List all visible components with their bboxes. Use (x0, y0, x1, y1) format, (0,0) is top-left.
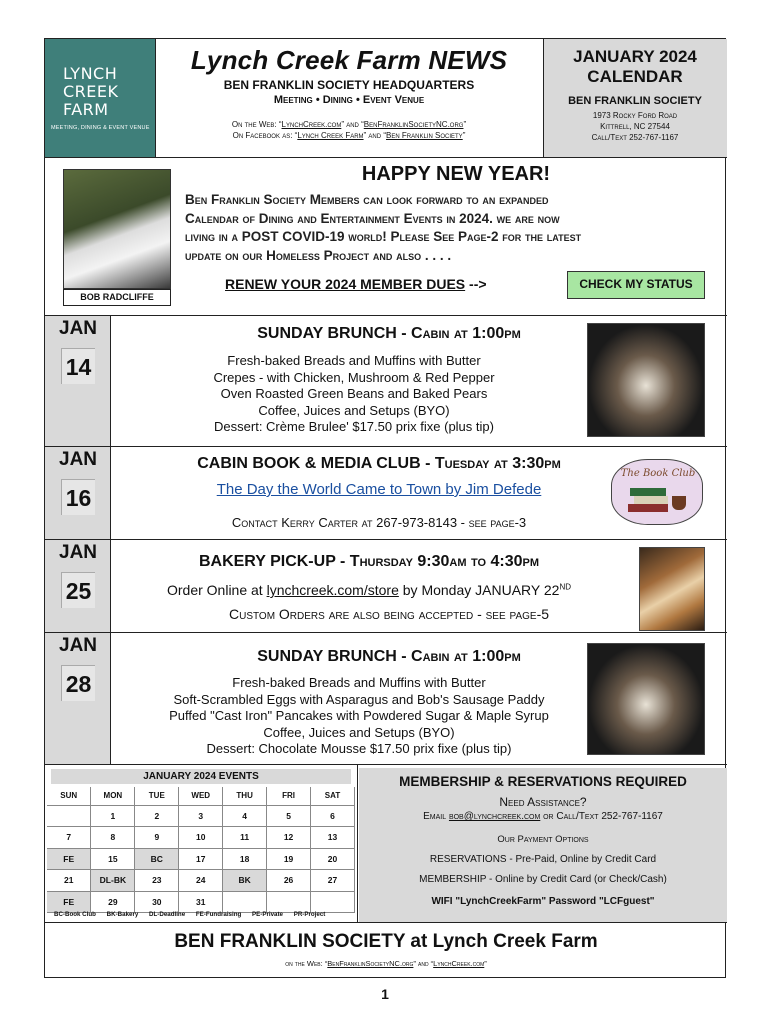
calendar-day: 27 (311, 870, 355, 892)
custom-orders-note: Custom Orders are also being accepted - see page-5 (228, 606, 550, 622)
farm-logo (45, 39, 155, 157)
calendar-day: 21 (47, 870, 91, 892)
events-calendar-grid (47, 787, 355, 913)
event-date-box (45, 540, 111, 632)
calendar-day: 19 (267, 848, 311, 870)
masthead (155, 39, 543, 157)
calendar-day: 10 (179, 827, 223, 849)
contact-line: Email bob@lynchcreek.com or Call/Text 252-767-1167 (423, 811, 663, 822)
bakery-order-line: Order Online at lynchcreek.com/store by Monday JANUARY 22ND (166, 582, 571, 598)
calendar-day: 30 (135, 891, 179, 913)
calendar-day: 13 (311, 827, 355, 849)
calendar-day: 4 (223, 805, 267, 827)
divider (155, 39, 156, 157)
divider (45, 632, 727, 633)
org-name: BEN FRANKLIN SOCIETY (568, 95, 702, 107)
event-day: 25 (61, 572, 95, 608)
divider (45, 157, 727, 158)
calendar-day: 31 (179, 891, 223, 913)
logo-tagline: MEETING, DINING & EVENT VENUE (51, 125, 150, 131)
renew-dues-link[interactable]: RENEW YOUR 2024 MEMBER DUES --> (225, 276, 487, 292)
calendar-day: 26 (267, 870, 311, 892)
calendar-title: JANUARY 2024 CALENDAR (573, 47, 697, 86)
membership-box (359, 768, 727, 922)
new-year-message: Ben Franklin Society Members can look forward to an expanded Calendar of Dining and Entertainment Events in 2024. we are now living in a POST COVID-19 world! Please See Page-2 for the latest update on our Homeless Project and also . . . . (185, 192, 582, 263)
divider (45, 539, 727, 540)
book-club-image: The Book Club (611, 459, 703, 525)
wifi-info: WIFI "LynchCreekFarm" Password "LCFguest" (431, 896, 655, 907)
calendar-event-day: FE (47, 848, 91, 870)
event-month: JAN (59, 318, 98, 339)
email-link[interactable]: bob@lynchcreek.com (448, 811, 541, 822)
weekday-header: FRI (267, 787, 311, 805)
calendar-day: 11 (223, 827, 267, 849)
event-day: 28 (61, 665, 95, 701)
event-day: 16 (61, 479, 95, 515)
new-year-heading: HAPPY NEW YEAR! (361, 163, 551, 185)
membership-heading: MEMBERSHIP & RESERVATIONS REQUIRED (399, 774, 687, 789)
calendar-info-box (543, 39, 727, 157)
check-status-button[interactable]: CHECK MY STATUS (567, 271, 705, 299)
calendar-day: 29 (91, 891, 135, 913)
calendar-day (311, 891, 355, 913)
book-club-contact: Contact Kerry Carter at 267-973-8143 - see page-3 (231, 515, 527, 530)
calendar-day: 2 (135, 805, 179, 827)
calendar-legend: BC-Book Club BK-Bakery DL-Deadline FE-Fundraising PE-Private PR-Project (54, 911, 326, 918)
calendar-day: 5 (267, 805, 311, 827)
calendar-day: 6 (311, 805, 355, 827)
divider (45, 922, 727, 923)
calendar-day: 7 (47, 827, 91, 849)
calendar-event-day: BK (223, 870, 267, 892)
facebook-lynchcreek-link[interactable]: Lynch Creek Farm (297, 131, 364, 140)
event-title: BAKERY PICK-UP - Thursday 9:30am to 4:30pm (198, 553, 540, 570)
calendar-day: 12 (267, 827, 311, 849)
event-title: SUNDAY BRUNCH - Cabin at 1:00pm (257, 325, 521, 342)
event-date-box (45, 633, 111, 764)
calendar-day (267, 891, 311, 913)
calendar-event-day: FE (47, 891, 91, 913)
calendar-day: 1 (91, 805, 135, 827)
bakery-bread-photo (639, 547, 705, 631)
calendar-day: 3 (179, 805, 223, 827)
photo-caption: BOB RADCLIFFE (63, 289, 171, 306)
brunch-table-photo (587, 323, 705, 437)
weekday-header: TUE (135, 787, 179, 805)
newsletter-page (44, 38, 726, 978)
page-number: 1 (381, 986, 389, 1002)
bob-radcliffe-photo (63, 169, 171, 289)
weekday-header: WED (179, 787, 223, 805)
footer-lynchcreek-link[interactable]: LynchCreek.com (433, 959, 485, 968)
calendar-day (47, 805, 91, 827)
weekday-header: THU (223, 787, 267, 805)
reservations-line: RESERVATIONS - Pre-Paid, Online by Credit Card (429, 854, 657, 865)
weekday-header: SAT (311, 787, 355, 805)
event-title: SUNDAY BRUNCH - Cabin at 1:00pm (257, 648, 521, 665)
calendar-event-day: BC (135, 848, 179, 870)
footer-title: BEN FRANKLIN SOCIETY at Lynch Creek Farm (174, 931, 598, 952)
event-date-box (45, 316, 111, 446)
venue-line: Meeting • Dining • Event Venue (273, 94, 425, 106)
event-title: CABIN BOOK & MEDIA CLUB - Tuesday at 3:30pm (197, 455, 561, 472)
logo-line: FARM (63, 100, 109, 119)
event-month: JAN (59, 542, 98, 563)
calendar-day: 23 (135, 870, 179, 892)
events-calendar-title: JANUARY 2024 EVENTS (51, 769, 351, 784)
address: 1973 Rocky Ford Road Kittrell, NC 27544 Call/Text 252-767-1167 (591, 111, 679, 142)
divider (45, 446, 727, 447)
event-date-box (45, 447, 111, 539)
facebook-links: On Facebook as: “Lynch Creek Farm” and “Ben Franklin Society” (232, 131, 466, 140)
event-month: JAN (59, 449, 98, 470)
divider (45, 764, 727, 765)
divider (357, 764, 358, 922)
divider (543, 39, 544, 157)
lynchcreek-link[interactable]: LynchCreek.com (281, 120, 342, 129)
event-month: JAN (59, 635, 98, 656)
event-menu: Fresh-baked Breads and Muffins with Butter Crepes - with Chicken, Mushroom & Red Pepper Oven Roasted Green Beans and Baked Pears Coffee, Juices and Setups (BYO) Dessert: Crème Brulee' $17.50 prix fixe (plus tip) (213, 353, 495, 434)
store-link[interactable]: lynchcreek.com/store (266, 582, 399, 598)
weekday-header: MON (91, 787, 135, 805)
calendar-day: 9 (135, 827, 179, 849)
newsletter-title: Lynch Creek Farm NEWS (190, 45, 508, 75)
calendar-day: 17 (179, 848, 223, 870)
calendar-day: 24 (179, 870, 223, 892)
logo-line: LYNCH (63, 64, 118, 83)
facebook-benfranklin-link[interactable]: Ben Franklin Society (386, 131, 463, 140)
event-day: 14 (61, 348, 95, 384)
calendar-day: 20 (311, 848, 355, 870)
payment-options: Our Payment Options (497, 834, 589, 845)
divider (45, 315, 727, 316)
weekday-header: SUN (47, 787, 91, 805)
book-title-link[interactable]: The Day the World Came to Town by Jim Defede (216, 481, 542, 498)
footer-web-links: on the Web: “BenFranklinSocietyNC.org” and “LynchCreek.com” (285, 959, 487, 968)
footer-benfranklin-link[interactable]: BenFranklinSocietyNC.org (327, 959, 414, 968)
event-menu: Fresh-baked Breads and Muffins with Butter Soft-Scrambled Eggs with Asparagus and Bob's Sausage Paddy Puffed "Cast Iron" Pancakes with Powdered Sugar & Maple Syrup Coffee, Juices and Setups (BYO) Dessert: Chocolate Mousse $17.50 prix fixe (plus tip) (169, 675, 549, 756)
headquarters-subtitle: BEN FRANKLIN SOCIETY HEADQUARTERS (223, 78, 475, 92)
calendar-event-day: DL-BK (91, 870, 135, 892)
calendar-day: 15 (91, 848, 135, 870)
logo-line: CREEK (63, 82, 119, 101)
need-assistance: Need Assistance? (499, 795, 587, 809)
membership-line: MEMBERSHIP - Online by Credit Card (or Check/Cash) (419, 874, 667, 885)
brunch-table-photo (587, 643, 705, 755)
calendar-day: 18 (223, 848, 267, 870)
web-links: On the Web: “LynchCreek.com” and “BenFranklinSocietyNC.org” (231, 120, 467, 129)
calendar-day (223, 891, 267, 913)
benfranklin-link[interactable]: BenFranklinSocietyNC.org (363, 120, 464, 129)
calendar-day: 8 (91, 827, 135, 849)
